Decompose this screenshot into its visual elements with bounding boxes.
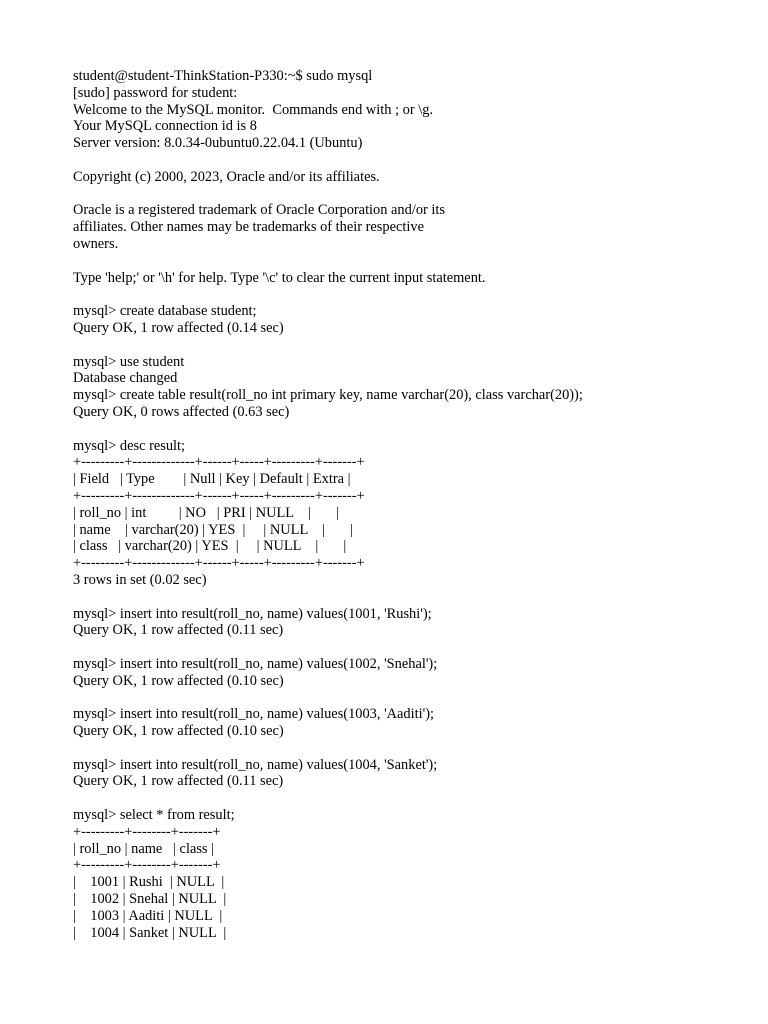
blank-line xyxy=(73,589,753,606)
transcript-line: Your MySQL connection id is 8 xyxy=(73,118,257,135)
blank-line xyxy=(73,253,753,270)
blank-line xyxy=(73,286,753,303)
transcript-line: | Field | Type | Null | Key | Default | Extra | xyxy=(73,471,351,488)
transcript-line: Oracle is a registered trademark of Oracle Corporation and/or its xyxy=(73,202,446,219)
blank-line xyxy=(73,639,753,656)
transcript-line: +---------+--------+-------+ xyxy=(73,823,221,840)
blank-line xyxy=(73,152,753,169)
transcript-line: Query OK, 1 row affected (0.11 sec) xyxy=(73,773,284,790)
transcript-line: | roll_no | int | NO | PRI | NULL | | xyxy=(73,504,339,521)
transcript-line: Welcome to the MySQL monitor. Commands end with ; or \g. xyxy=(73,101,434,118)
transcript-line: | name | varchar(20) | YES | | NULL | | xyxy=(73,521,354,538)
transcript-line: Query OK, 1 row affected (0.10 sec) xyxy=(73,723,284,740)
transcript-line: +---------+--------+-------+ xyxy=(73,857,221,874)
transcript-line: mysql> insert into result(roll_no, name) values(1001, 'Rushi'); xyxy=(73,605,432,622)
blank-line xyxy=(73,421,753,438)
blank-line xyxy=(73,790,753,807)
transcript-line: mysql> insert into result(roll_no, name) values(1002, 'Snehal'); xyxy=(73,655,438,672)
transcript-line: Query OK, 1 row affected (0.14 sec) xyxy=(73,319,284,336)
terminal-transcript-document xyxy=(73,68,753,941)
transcript-line: | class | varchar(20) | YES | | NULL | | xyxy=(73,538,347,555)
transcript-line: +---------+-------------+------+-----+---------+-------+ xyxy=(73,555,365,572)
transcript-line: mysql> insert into result(roll_no, name) values(1004, 'Sanket'); xyxy=(73,756,438,773)
transcript-line: mysql> use student xyxy=(73,353,185,370)
transcript-line: 3 rows in set (0.02 sec) xyxy=(73,571,207,588)
transcript-line: +---------+-------------+------+-----+---------+-------+ xyxy=(73,454,365,471)
transcript-line: owners. xyxy=(73,235,119,252)
transcript-line: | 1003 | Aaditi | NULL | xyxy=(73,907,223,924)
blank-line xyxy=(73,740,753,757)
transcript-line: affiliates. Other names may be trademarks of their respective xyxy=(73,219,424,236)
transcript-line: Query OK, 1 row affected (0.11 sec) xyxy=(73,622,284,639)
blank-line xyxy=(73,186,753,203)
transcript-line: student@student-ThinkStation-P330:~$ sudo mysql xyxy=(73,68,373,84)
transcript-line: mysql> desc result; xyxy=(73,437,186,454)
transcript-line: mysql> select * from result; xyxy=(73,807,235,824)
transcript-line: Query OK, 0 rows affected (0.63 sec) xyxy=(73,403,290,420)
transcript-line: Type 'help;' or '\h' for help. Type '\c' to clear the current input statement. xyxy=(73,269,486,286)
transcript-line: | 1004 | Sanket | NULL | xyxy=(73,924,227,941)
transcript-line: | 1001 | Rushi | NULL | xyxy=(73,874,225,891)
transcript-line: Query OK, 1 row affected (0.10 sec) xyxy=(73,672,284,689)
transcript-line: +---------+-------------+------+-----+---------+-------+ xyxy=(73,487,365,504)
transcript-line: [sudo] password for student: xyxy=(73,84,238,101)
transcript-line: mysql> create database student; xyxy=(73,303,257,320)
transcript-line: Database changed xyxy=(73,370,178,387)
transcript-line: mysql> create table result(roll_no int primary key, name varchar(20), class varchar(20)); xyxy=(73,387,583,404)
blank-line xyxy=(73,689,753,706)
blank-line xyxy=(73,337,753,354)
transcript-line: Server version: 8.0.34-0ubuntu0.22.04.1 (Ubuntu) xyxy=(73,135,363,152)
transcript-line: | roll_no | name | class | xyxy=(73,840,215,857)
transcript-line: Copyright (c) 2000, 2023, Oracle and/or its affiliates. xyxy=(73,168,380,185)
transcript-line: | 1002 | Snehal | NULL | xyxy=(73,891,227,908)
transcript-line: mysql> insert into result(roll_no, name) values(1003, 'Aaditi'); xyxy=(73,706,435,723)
